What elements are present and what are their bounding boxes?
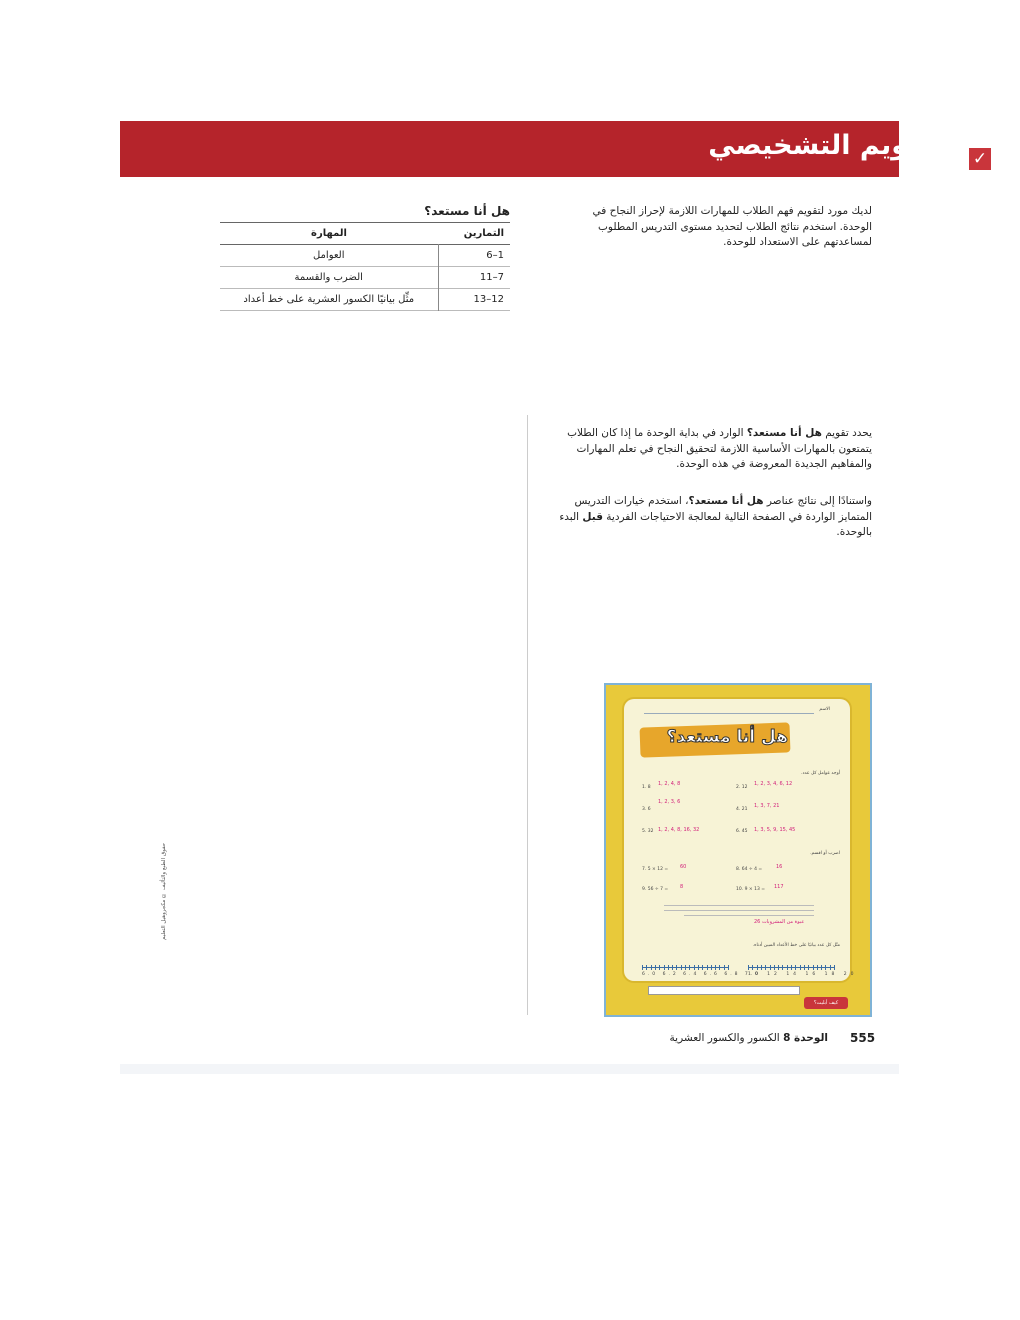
worksheet-prompt: 3. 6 [642,807,651,812]
skill-cell: مثِّل بيانيًا الكسور العشرية على خط أعداد [243,294,415,305]
paragraph-readiness [542,426,872,473]
worksheet-thumbnail [604,683,872,1017]
worksheet-answer: 1, 2, 4, 8, 16, 32 [658,827,700,833]
worksheet-text-line [664,905,814,906]
number-line-1-labels: 6.0 6.2 6.4 6.6 6.8 7.0 [642,972,762,977]
worksheet-prompt: 10. 9 × 13 = [736,887,766,892]
worksheet-title: هل أنا مستعد؟ [666,727,788,747]
exercises-cell: 1–6 [438,245,510,267]
worksheet-prompt: 5. 32 [642,829,654,834]
exercises-header: التمارين [463,228,504,239]
worksheet-page [624,699,858,981]
para-bold: قبل [582,510,603,523]
number-line-tick [817,965,818,970]
number-line-tick [748,965,749,970]
number-line-tick [813,965,814,970]
number-line-tick [676,965,677,970]
number-line-tick [715,965,716,970]
number-line-tick [795,965,796,970]
worksheet-prompt: 8. 64 ÷ 4 = [736,867,763,872]
worksheet-prompt: 6. 45 [736,829,748,834]
number-line-tick [808,965,809,970]
page-title: التقويم التشخيصي [708,130,958,161]
number-line-tick [791,965,792,970]
page-number: 555 [850,1031,876,1045]
number-line-tick [787,965,788,970]
score-strip [648,986,800,995]
number-line-tick [698,965,699,970]
worksheet-answer: 1, 2, 4, 8 [658,781,681,787]
name-line [644,713,814,714]
number-line-tick [694,965,695,970]
skill-header: المهارة [311,228,347,239]
number-line-tick [646,965,647,970]
number-line-tick [659,965,660,970]
number-line-tick [642,965,643,970]
worksheet-answer: 1, 3, 5, 9, 15, 45 [754,827,796,833]
number-line-tick [774,965,775,970]
worksheet-text-line [664,910,814,911]
number-line-tick [681,965,682,970]
number-line-tick [757,965,758,970]
worksheet-prompt: 4. 21 [736,807,748,812]
table-row [220,267,510,289]
worksheet-answer: 26 عبوة من المشروبات [754,919,805,925]
worksheet-prompt: 2. 12 [736,785,748,790]
footer-unit [670,1032,828,1044]
worksheet-prompt: 1. 8 [642,785,651,790]
number-line-tick [821,965,822,970]
number-line-2-labels: 10 12 14 16 18 20 [748,972,858,977]
para-bold: هل أنا مستعد؟ [746,427,822,439]
worksheet-answer: 1, 3, 7, 21 [754,803,780,809]
number-line-tick [825,965,826,970]
worksheet-answer: 8 [680,884,684,890]
exercises-cell: 12–13 [438,289,510,311]
number-line-tick [830,965,831,970]
para-text: ، استخدم خيارات التدريس المتمايز الواردة في الصفحة التالية لمعالجة الاحتياجات الفردية [574,495,872,523]
exercises-cell: 7–11 [438,267,510,289]
copyright-credit: حقوق الطبع والتأليف © مكجروهيل التعليم [161,842,167,940]
number-line-tick [752,965,753,970]
number-line-tick [685,965,686,970]
unit-title: الكسور والكسور العشرية [669,1032,780,1044]
number-line-tick [834,965,835,970]
worksheet-prompt: 9. 56 ÷ 7 = [642,887,669,892]
checkmark-icon: ✓ [967,146,993,172]
number-line-tick [728,965,729,970]
table-row [220,245,510,267]
skills-table [220,222,510,311]
number-line-tick [668,965,669,970]
worksheet-name-label: الاسم [819,707,830,712]
para-text: الوارد في بداية الوحدة ما إذا كان الطلاب يتمتعون بالمهارات الأساسية اللازمة لتحقيق النجاح في تعلم المهارات والمفاهيم الجديدة المعروضة في هذه الوحدة. [567,427,872,470]
unit-label: الوحدة 8 [783,1032,828,1044]
table-row [220,289,510,311]
how-did-i-do-button: كيف أبليت؟ [804,997,848,1009]
number-line-tick [719,965,720,970]
para-text: يحدد تقويم [821,427,872,439]
worksheet-answer: 16 [776,864,783,870]
number-line-tick [800,965,801,970]
paragraph-differentiation [542,494,872,541]
number-line-tick [761,965,762,970]
number-line-tick [672,965,673,970]
para-text: واستنادًا إلى نتائج عناصر [763,495,872,507]
worksheet-prompt: 7. 5 × 12 = [642,867,669,872]
number-line-tick [765,965,766,970]
worksheet-answer: 1, 2, 3, 4, 6, 12 [754,781,793,787]
number-line-tick [689,965,690,970]
table-title: هل أنا مستعد؟ [424,204,510,218]
number-line-tick [711,965,712,970]
para-text: البدء بالوحدة. [559,510,872,538]
number-line-tick [707,965,708,970]
worksheet-answer: 117 [774,884,784,890]
intro-paragraph: لديك مورد لتقويم فهم الطلاب للمهارات اللازمة لإحراز النجاح في الوحدة. استخدم نتائج الطلاب لتحديد مستوى التدريس المطلوب لمساعدتهم على الاستعداد للوحدة. [592,205,872,248]
number-line-tick [804,965,805,970]
number-line-tick [655,965,656,970]
number-line-tick [778,965,779,970]
skill-cell: العوامل [312,250,345,261]
column-divider [527,415,528,1015]
table-header-row [220,223,510,245]
number-line-tick [782,965,783,970]
worksheet-answer: 60 [680,864,687,870]
number-line-tick [651,965,652,970]
number-line-tick [702,965,703,970]
number-line-tick [770,965,771,970]
worksheet-section-1: أوجد عوامل كل عدد. [801,771,840,776]
para-bold: هل أنا مستعد؟ [688,495,764,507]
worksheet-section-2: اضرب أو اقسم. [810,851,840,856]
worksheet-text-line [684,915,814,916]
number-line-tick [724,965,725,970]
number-line-tick [664,965,665,970]
skill-cell: الضرب والقسمة [294,272,363,283]
worksheet-answer: 1, 2, 3, 6 [658,799,681,805]
worksheet-section-3: مثّل كل عدد بيانيًا على خط الأعداد المبين أدناه. [752,943,840,948]
footer-bar [120,1064,899,1074]
